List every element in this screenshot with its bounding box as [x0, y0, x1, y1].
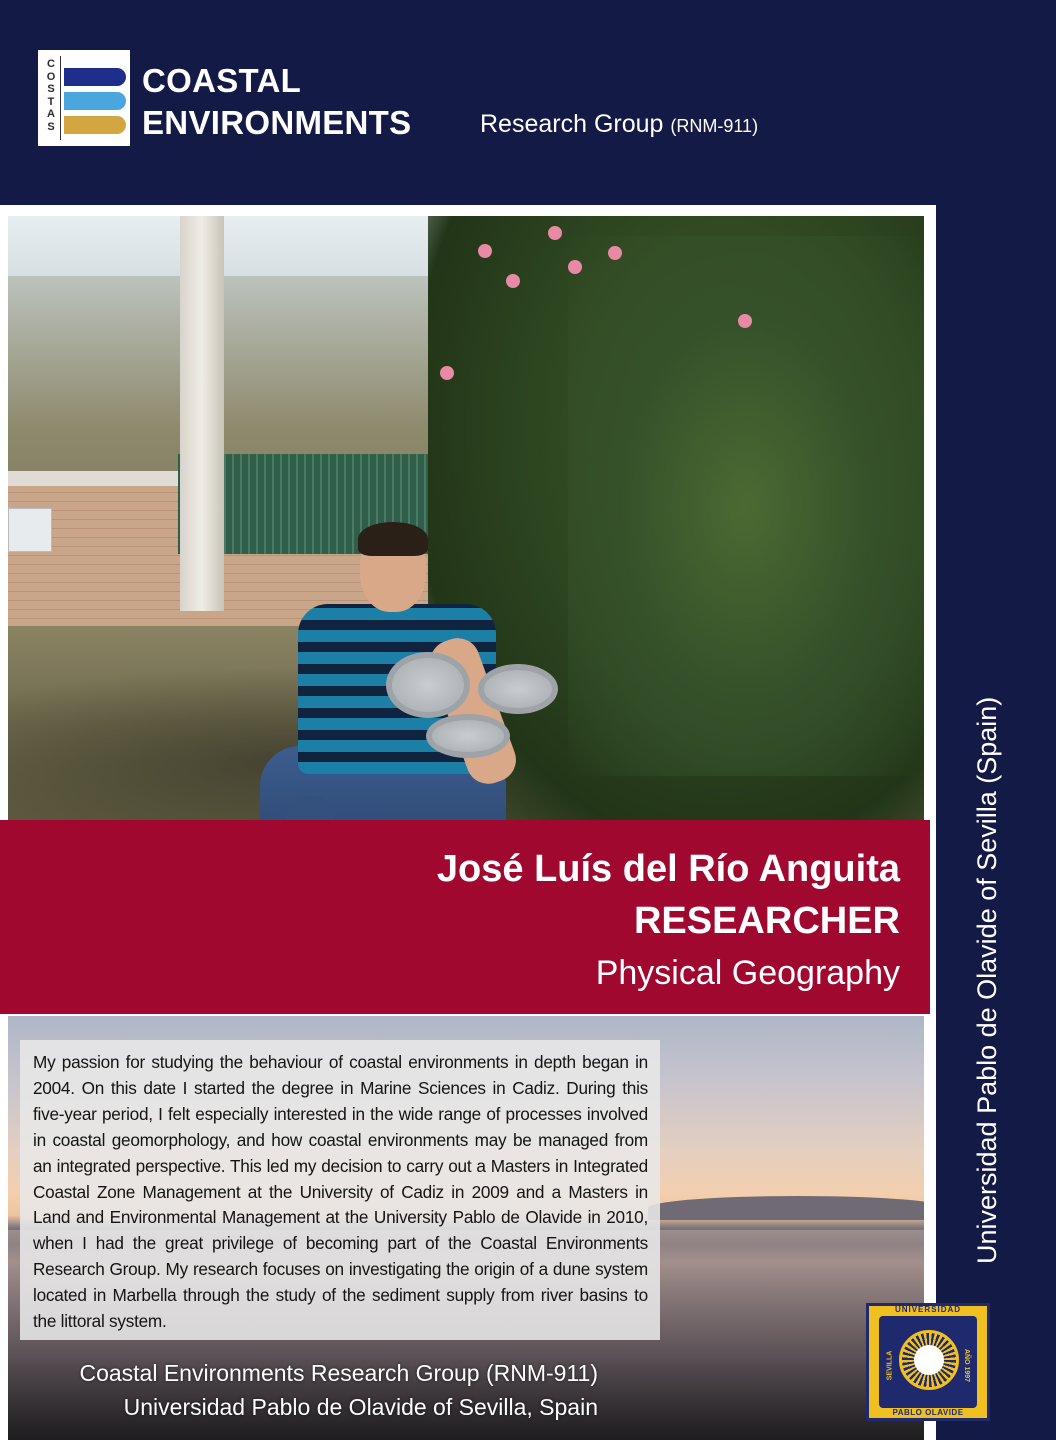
researcher-department: Physical Geography — [595, 954, 900, 992]
researcher-role: RESEARCHER — [633, 900, 900, 942]
sieve — [426, 714, 510, 758]
footer-university: Universidad Pablo de Olavide of Sevilla, Spain — [123, 1394, 598, 1420]
logo-divider — [60, 56, 61, 140]
subtitle-text: Research Group — [480, 110, 664, 138]
biography-text: My passion for studying the behaviour of coastal environments in depth began in 2004. On this date I started the degree in Marine Sciences in Cadiz. During this five-year period, I felt especially interested in the wide range of processes involved in coastal geomorphology, and how coastal environments may be managed from an integrated perspective. This led my decision to carry out a Masters in Integrated Coastal Zone Management at the University of Cadiz in 2009 and a Masters in Land and Environmental Management at the University Pablo de Olavide in 2010, when I had the great privilege of becoming part of the Coastal Environments Research Group. My research focuses on investigating the origin of a dune system located in Marbella through the study of the sediment supply from river basins to the littoral system. — [20, 1040, 660, 1340]
university-seal-logo: UNIVERSIDAD SEVILLA AÑO 1997 PABLO OLAVIDE — [866, 1303, 990, 1421]
logo-stripe-navy — [64, 68, 126, 86]
name-banner — [0, 820, 930, 1014]
sieve — [386, 652, 470, 718]
sieve — [478, 664, 558, 714]
footer-group: Coastal Environments Research Group (RNM-911) — [79, 1360, 598, 1386]
group-logo — [38, 50, 130, 146]
logo-letters: C O S T A S — [46, 58, 56, 133]
researcher-name: José Luís del Río Anguita — [436, 848, 900, 890]
photo-pole — [180, 216, 224, 611]
logo-stripe-blue — [64, 92, 126, 110]
logo-stripe-gold — [64, 116, 126, 134]
subtitle-code: (RNM-911) — [670, 116, 759, 136]
side-university-text: Universidad Pablo de Olavide of Sevilla (Spain) — [972, 696, 1002, 1264]
researcher-photo — [8, 216, 924, 820]
brand-line-2: ENVIRONMENTS — [142, 104, 412, 141]
brand-title — [142, 60, 411, 144]
brand-line-1: COASTAL — [142, 62, 302, 99]
brand-subtitle — [480, 110, 758, 139]
